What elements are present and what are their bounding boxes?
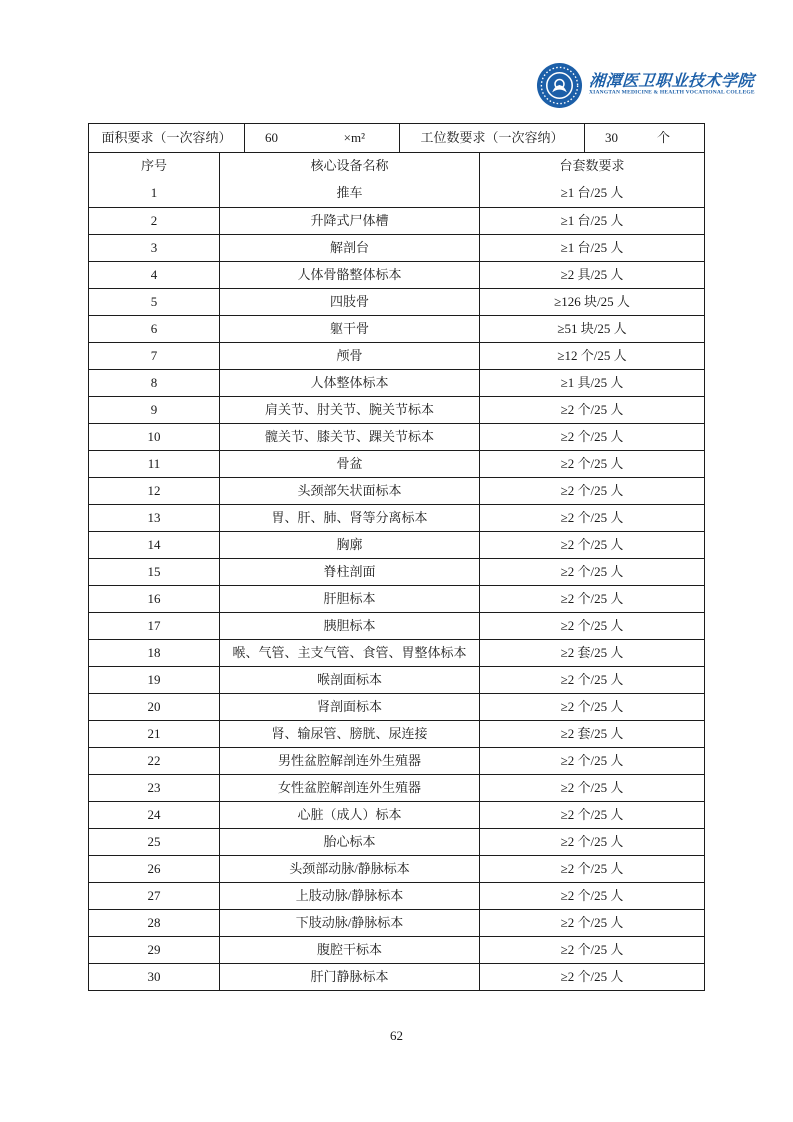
cell-equipment-name: 下肢动脉/静脉标本 (220, 910, 480, 936)
table-header-row (89, 152, 704, 180)
cell-quantity-requirement: ≥2 个/25 人 (560, 860, 624, 876)
cell-equipment-name: 肾剖面标本 (220, 694, 480, 720)
workstation-requirement-label: 工位数要求（一次容纳） (400, 124, 585, 152)
cell-quantity-requirement: ≥1 台/25 人 (560, 239, 624, 255)
table-row (89, 801, 704, 828)
cell-equipment-name: 男性盆腔解剖连外生殖器 (220, 748, 480, 774)
college-seal-icon (536, 62, 583, 109)
table-row (89, 369, 704, 396)
cell-serial-number: 11 (89, 451, 220, 477)
cell-quantity-requirement: ≥2 个/25 人 (560, 536, 624, 552)
table-row (89, 423, 704, 450)
cell-serial-number: 21 (89, 721, 220, 747)
cell-equipment-name: 上肢动脉/静脉标本 (220, 883, 480, 909)
college-name-en: XIANGTAN MEDICINE & HEALTH VOCATIONAL COLLEGE (589, 90, 755, 96)
table-row (89, 666, 704, 693)
cell-quantity-requirement: ≥2 个/25 人 (560, 563, 624, 579)
table-row (89, 585, 704, 612)
cell-quantity-requirement: ≥2 个/25 人 (560, 968, 624, 984)
cell-quantity-requirement: ≥2 个/25 人 (560, 482, 624, 498)
cell-serial-number: 13 (89, 505, 220, 531)
table-row (89, 774, 704, 801)
table-row (89, 531, 704, 558)
cell-equipment-name: 颅骨 (220, 343, 480, 369)
table-row (89, 342, 704, 369)
cell-serial-number: 8 (89, 370, 220, 396)
table-row (89, 180, 704, 207)
cell-quantity-requirement: ≥51 块/25 人 (557, 320, 627, 336)
cell-equipment-name: 腹腔干标本 (220, 937, 480, 963)
table-row (89, 909, 704, 936)
cell-equipment-name: 喉、气管、主支气管、食管、胃整体标本 (220, 640, 480, 666)
cell-serial-number: 14 (89, 532, 220, 558)
cell-quantity-requirement: ≥2 个/25 人 (560, 887, 624, 903)
table-row (89, 963, 704, 990)
table-row (89, 207, 704, 234)
table-row (89, 855, 704, 882)
cell-quantity-requirement: ≥2 套/25 人 (560, 725, 624, 741)
cell-quantity-requirement: ≥12 个/25 人 (557, 347, 627, 363)
header-serial-number: 序号 (89, 153, 220, 180)
table-row (89, 720, 704, 747)
cell-quantity-requirement: ≥2 个/25 人 (560, 941, 624, 957)
cell-quantity-requirement: ≥2 个/25 人 (560, 455, 624, 471)
cell-quantity-requirement: ≥2 个/25 人 (560, 752, 624, 768)
cell-equipment-name: 心脏（成人）标本 (220, 802, 480, 828)
cell-quantity-requirement: ≥2 套/25 人 (560, 644, 624, 660)
cell-serial-number: 5 (89, 289, 220, 315)
header-equipment-name: 核心设备名称 (220, 153, 480, 180)
college-name-zh: 湘潭医卫职业技术学院 (588, 72, 755, 90)
cell-quantity-requirement: ≥126 块/25 人 (554, 293, 630, 309)
cell-equipment-name: 髋关节、膝关节、踝关节标本 (220, 424, 480, 450)
cell-quantity-requirement: ≥1 台/25 人 (560, 212, 624, 228)
cell-equipment-name: 四肢骨 (220, 289, 480, 315)
equipment-requirements-table (88, 123, 705, 991)
cell-equipment-name: 人体骨骼整体标本 (220, 262, 480, 288)
table-row (89, 693, 704, 720)
cell-quantity-requirement: ≥2 个/25 人 (560, 671, 624, 687)
cell-quantity-requirement: ≥2 个/25 人 (560, 698, 624, 714)
cell-serial-number: 27 (89, 883, 220, 909)
area-requirement-value-cell (245, 124, 400, 152)
cell-quantity-requirement: ≥2 个/25 人 (560, 914, 624, 930)
table-row (89, 558, 704, 585)
table-row (89, 234, 704, 261)
cell-quantity-requirement: ≥2 个/25 人 (560, 779, 624, 795)
table-row (89, 396, 704, 423)
cell-serial-number: 19 (89, 667, 220, 693)
cell-equipment-name: 头颈部矢状面标本 (220, 478, 480, 504)
cell-serial-number: 2 (89, 208, 220, 234)
cell-serial-number: 23 (89, 775, 220, 801)
cell-serial-number: 17 (89, 613, 220, 639)
table-row (89, 882, 704, 909)
cell-serial-number: 20 (89, 694, 220, 720)
cell-quantity-requirement: ≥2 个/25 人 (560, 590, 624, 606)
cell-equipment-name: 胸廓 (220, 532, 480, 558)
cell-equipment-name: 胰胆标本 (220, 613, 480, 639)
header-quantity-requirement: 台套数要求 (559, 158, 625, 174)
cell-serial-number: 3 (89, 235, 220, 261)
cell-equipment-name: 脊柱剖面 (220, 559, 480, 585)
table-body (89, 180, 704, 990)
cell-serial-number: 10 (89, 424, 220, 450)
workstation-requirement-value-cell (585, 124, 704, 152)
page-number: 62 (390, 1028, 403, 1043)
table-row (89, 315, 704, 342)
college-logo (536, 62, 769, 109)
cell-equipment-name: 肾、输尿管、膀胱、尿连接 (220, 721, 480, 747)
cell-serial-number: 22 (89, 748, 220, 774)
cell-quantity-requirement: ≥2 个/25 人 (560, 806, 624, 822)
table-row (89, 612, 704, 639)
table-row (89, 828, 704, 855)
table-row (89, 504, 704, 531)
cell-equipment-name: 躯干骨 (220, 316, 480, 342)
cell-equipment-name: 肩关节、肘关节、腕关节标本 (220, 397, 480, 423)
cell-serial-number: 30 (89, 964, 220, 990)
cell-equipment-name: 头颈部动脉/静脉标本 (220, 856, 480, 882)
workstation-unit: 个 (656, 129, 670, 145)
cell-serial-number: 7 (89, 343, 220, 369)
cell-serial-number: 24 (89, 802, 220, 828)
cell-serial-number: 28 (89, 910, 220, 936)
cell-equipment-name: 女性盆腔解剖连外生殖器 (220, 775, 480, 801)
cell-equipment-name: 推车 (220, 180, 480, 207)
cell-quantity-requirement: ≥2 具/25 人 (560, 266, 624, 282)
cell-serial-number: 1 (89, 180, 220, 207)
cell-equipment-name: 肝胆标本 (220, 586, 480, 612)
table-row (89, 261, 704, 288)
table-row (89, 450, 704, 477)
cell-quantity-requirement: ≥2 个/25 人 (560, 428, 624, 444)
cell-serial-number: 9 (89, 397, 220, 423)
cell-quantity-requirement: ≥2 个/25 人 (560, 833, 624, 849)
cell-serial-number: 25 (89, 829, 220, 855)
cell-serial-number: 6 (89, 316, 220, 342)
cell-equipment-name: 人体整体标本 (220, 370, 480, 396)
cell-equipment-name: 胃、肝、肺、肾等分离标本 (220, 505, 480, 531)
cell-quantity-requirement: ≥1 具/25 人 (560, 374, 624, 390)
area-unit: ×m² (343, 129, 365, 145)
table-row (89, 747, 704, 774)
cell-equipment-name: 肝门静脉标本 (220, 964, 480, 990)
cell-quantity-requirement: ≥2 个/25 人 (560, 617, 624, 633)
cell-equipment-name: 喉剖面标本 (220, 667, 480, 693)
table-row (89, 477, 704, 504)
area-requirement-label: 面积要求（一次容纳） (89, 124, 245, 152)
table-row (89, 288, 704, 315)
cell-serial-number: 4 (89, 262, 220, 288)
cell-equipment-name: 胎心标本 (220, 829, 480, 855)
info-row (89, 124, 704, 152)
cell-equipment-name: 骨盆 (220, 451, 480, 477)
college-name-block (589, 73, 769, 98)
table-row (89, 639, 704, 666)
cell-quantity-requirement: ≥1 台/25 人 (560, 185, 624, 201)
cell-quantity-requirement: ≥2 个/25 人 (560, 401, 624, 417)
cell-serial-number: 16 (89, 586, 220, 612)
workstation-value: 30 (605, 129, 618, 145)
cell-serial-number: 12 (89, 478, 220, 504)
cell-serial-number: 26 (89, 856, 220, 882)
table-row (89, 936, 704, 963)
area-value: 60 (265, 129, 278, 145)
cell-serial-number: 29 (89, 937, 220, 963)
cell-serial-number: 15 (89, 559, 220, 585)
cell-equipment-name: 升降式尸体槽 (220, 208, 480, 234)
cell-equipment-name: 解剖台 (220, 235, 480, 261)
cell-quantity-requirement: ≥2 个/25 人 (560, 509, 624, 525)
cell-serial-number: 18 (89, 640, 220, 666)
